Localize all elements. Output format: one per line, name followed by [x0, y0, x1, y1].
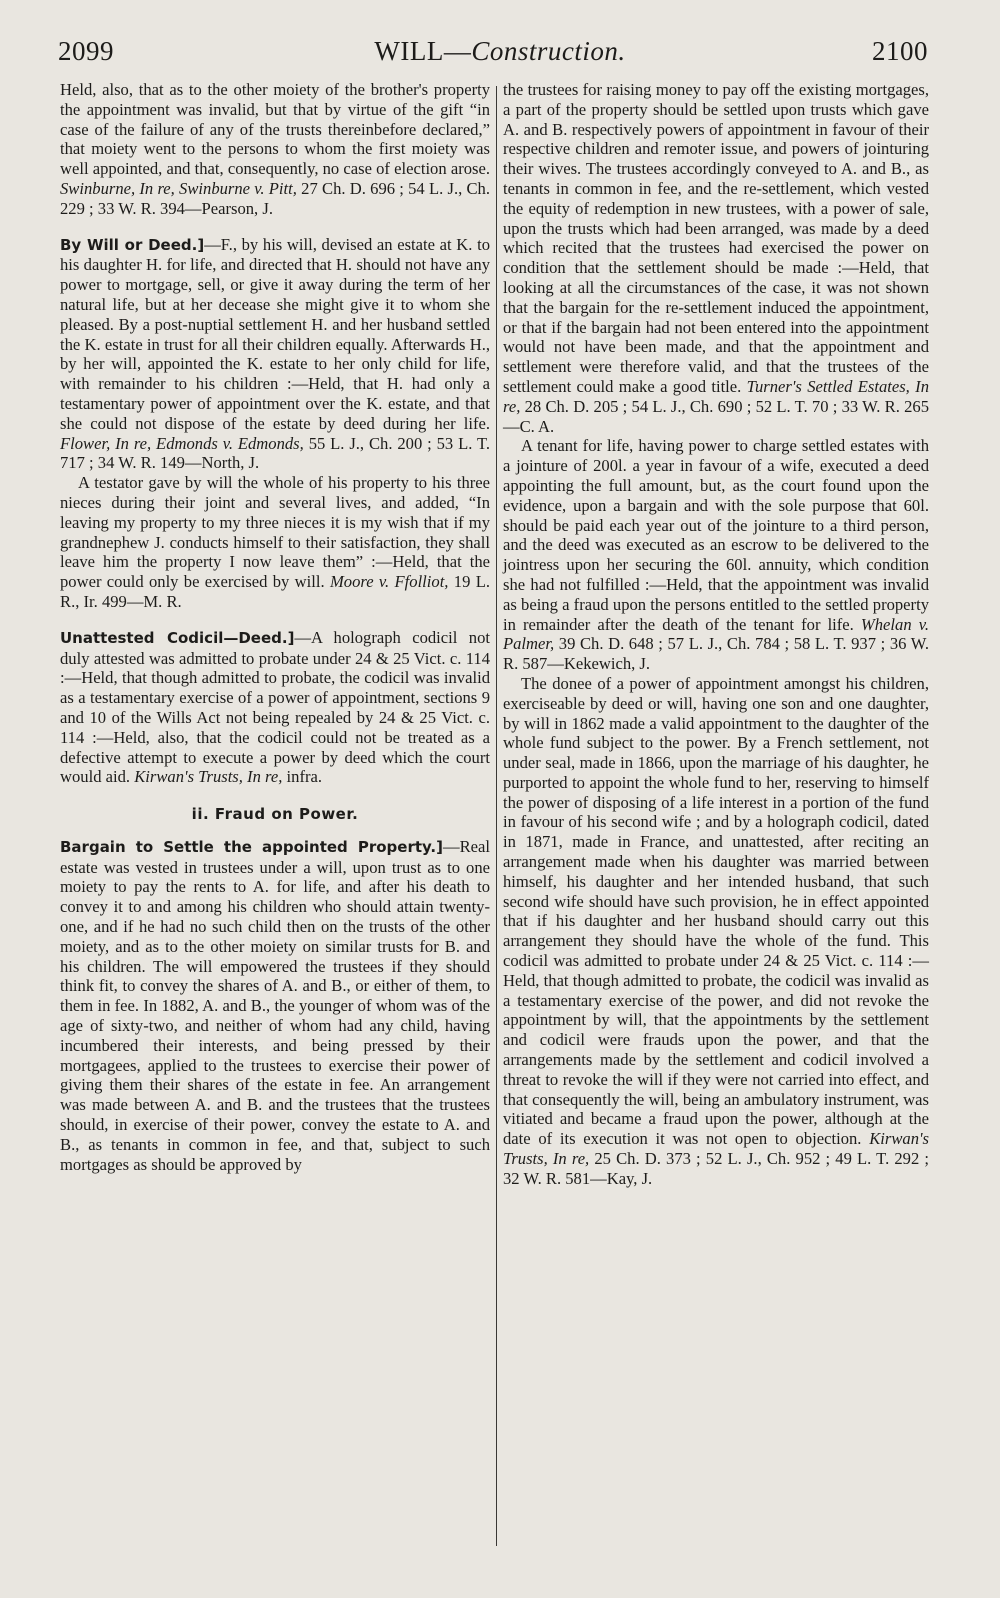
citation-reference: 55 L. J., Ch. 200 ; 53 L. T. 717 ; 34 W. R. 149—North, J. [60, 433, 491, 473]
body-text: The donee of a power of appointment amongst his children, exerciseable by deed or will, having one son and one daughter, by will in 1862 made a valid appointment to the daughter of the whole fund subject to the power. By a French settlement, not under seal, made in 1866, upon the marriage of his daughter, he purported to appoint the whole fund to her, reserving to himself the power of disposing of a life interest in a portion of the fund in favour of his second wife ; and by a holograph codicil, dated in 1871, made in France, and unattested, after reciting an arrangement made when his daughter was married between himself, his daughter and her intended husband, that such second wife should have such provision, he in effect appointed that if his daughter and her husband should carry out this arrangement they should have the whole of the fund. This codicil was admitted to probate under 24 & 25 Vict. c. 114 :—Held, that though admitted to probate, the codicil was invalid as a testamentary exercise of the power, and did not revoke the appointment by will, that the appointments by the settlement and codicil were frauds upon the power, and that the arrangements made by the settlement and codicil involved a threat to revoke the will if they were not carried into effect, and that consequently the will, being an ambulatory instrument, was vitiated and became a fraud upon the power, although at the date of its execution it was not open to objection. [503, 673, 929, 1149]
paragraph [60, 473, 490, 612]
case-citation: Swinburne, In re, Swinburne v. Pitt, [60, 178, 297, 198]
case-citation: Whelan v. Palmer, [503, 614, 929, 654]
subject-heading: Unattested Codicil—Deed.] [60, 628, 295, 647]
paragraph [503, 436, 929, 674]
case-citation: Kirwan's Trusts, In re, [134, 767, 283, 787]
body-text: A testator gave by will the whole of his property to his three nieces during their joint and several lives, and added, “In leaving my property to my three nieces it is my wish that if my grandnephew J. conducts himself to their satisfaction, they shall leave him the property I now leave them” :—Held, that the power could only be exercised by will. [60, 473, 490, 592]
body-text: Held, also, that as to the other moiety of the brother's property the appointment was invalid, but that by virtue of the gift “in case of the failure of any of the trusts thereinbefore declared,” that moiety went to the persons to whom the first moiety was well appointed, and that, consequently, no case of election arose. [60, 80, 490, 179]
case-citation: Moore v. Ffolliot, [329, 572, 449, 592]
page-number-right: 2100 [872, 36, 928, 66]
running-title-italic: Construction. [471, 36, 626, 66]
citation-reference: 19 L. R., Ir. 499—M. R. [60, 572, 490, 611]
body-text: —A holograph codicil not duly attested was admitted to probate under 24 & 25 Vict. c. 114 :—Held, that though admitted to probate, the codicil was invalid as a testamentary exercise of a power of appointment, sections 9 and 10 of the Wills Act not being repealed by 24 & 25 Vict. c. 114 :—Held, also, that the codicil could not be treated as a defective attempt to execute a power by deed which the court would aid. [60, 627, 490, 787]
body-text: —F., by his will, devised an estate at K. to his daughter H. for life, and directed that H. should not have any power to mortgage, sell, or give it away during the term of her natural life, but at her decease she might give it to whom she pleased. By a post-nuptial settlement H. and her husband settled the K. estate in trust for all their children equally. Afterwards H., by her will, appointed the K. estate to her only child for life, with remainder to his children :—Held, that H. had only a testamentary power of appointment over the K. estate, and that she could not dispose of the estate by deed during her life. [60, 234, 491, 433]
citation-reference: 28 Ch. D. 205 ; 54 L. J., Ch. 690 ; 52 L. T. 70 ; 33 W. R. 265—C. A. [503, 396, 930, 436]
paragraph [60, 80, 490, 219]
column-divider [496, 86, 497, 1546]
citation-reference: infra. [286, 767, 323, 787]
page-number-left: 2099 [58, 36, 114, 66]
running-title-main: WILL— [374, 36, 472, 66]
section-heading: ii. Fraud on Power. [191, 805, 359, 824]
citation-reference: 27 Ch. D. 696 ; 54 L. J., Ch. 229 ; 33 W. R. 394—Pearson, J. [60, 178, 491, 218]
paragraph [60, 628, 490, 787]
body-text: the trustees for raising money to pay off the existing mortgages, a part of the property should be settled upon trusts which gave A. and B. respectively powers of appointment in favour of their respective children and remoter issue, and powers of jointuring their wives. The trustees accordingly conveyed to A. and B., as tenants in common in fee, and the re-settlement, which vested the equity of redemption in new trustees, with a power of sale, upon the trusts which had been arranged, was made by a deed which recited that the trustees had exercised the power on condition that the settlement should be made :—Held, that looking at all the circumstances of the case, it was not shown that the bargain for the re-settlement induced the appointment, or that if the bargain had not been entered into the appointment would not have been made, and that the appointment and settlement were therefore valid, and that the trustees of the settlement could make a good title. [503, 80, 929, 396]
paragraph [60, 235, 490, 474]
paragraph [503, 674, 929, 1189]
case-citation: Flower, In re, Edmonds v. Edmonds, [60, 433, 304, 453]
left-column [60, 80, 490, 1174]
case-citation: Kirwan's Trusts, In re, [503, 1129, 929, 1169]
paragraph [60, 837, 490, 1175]
right-column [503, 80, 929, 1189]
body-text: A tenant for life, having power to charge settled estates with a jointure of 200l. a year in favour of a wife, executed a deed appointing the full amount, but, as the court found upon the evidence, upon a bargain and with the sole purpose that 60l. should be paid each year out of the jointure to a third person, and the deed was executed as an escrow to be delivered to the jointress upon her securing the 60l. annuity, which condition she had not fulfilled :—Held, that the appointment was invalid as being a fraud upon the persons entitled to the settled property in remainder after the death of the tenant for life. [503, 436, 929, 634]
subject-heading: By Will or Deed.] [60, 235, 205, 254]
body-text: —Real estate was vested in trustees under a will, upon trust as to one moiety to pay the rents to A. for life, and after his death to convey it to and among his children who should attain twenty-one, and if he had no such child then on the trusts of the other moiety, and as to the other moiety on similar trusts for B. and his children. The will empowered the trustees if they should think fit, to convey the shares of A. and B., or either of them, to them in fee. In 1882, A. and B., the younger of whom was of the age of sixty-two, and neither of whom had any child, having incumbered their interests, and being pressed by their mortgagees, applied to the trustees to exercise their power of giving them their shares of the estate in fee. An arrangement was made between A. and B. and the trustees that the trustees should, in exercise of their power, convey the estate to A. and B., as tenants in common in fee, and that, subject to such mortgages as should be approved by [60, 836, 490, 1174]
citation-reference: 39 Ch. D. 648 ; 57 L. J., Ch. 784 ; 58 L. T. 937 ; 36 W. R. 587—Kekewich, J. [503, 634, 930, 674]
case-citation: Turner's Settled Estates, In re, [503, 376, 930, 416]
subject-heading: Bargain to Settle the appointed Property.] [60, 837, 443, 856]
paragraph [503, 80, 929, 436]
running-title [0, 36, 1000, 67]
citation-reference: 25 Ch. D. 373 ; 52 L. J., Ch. 952 ; 49 L. T. 292 ; 32 W. R. 581—Kay, J. [503, 1149, 930, 1188]
